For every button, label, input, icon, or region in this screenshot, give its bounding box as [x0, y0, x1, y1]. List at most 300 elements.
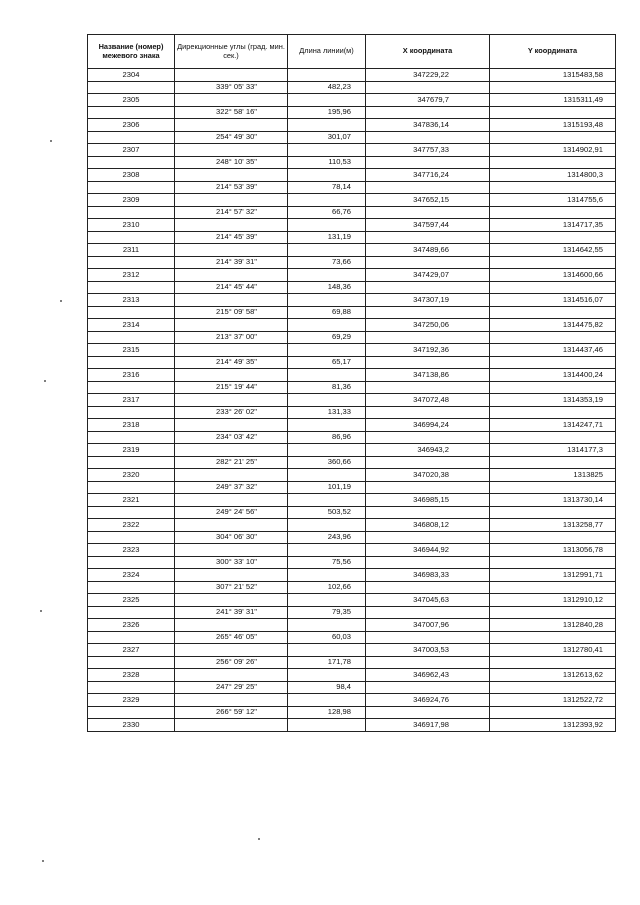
- y-coordinate: 1314177,3: [490, 444, 616, 457]
- empty-cell: [366, 631, 490, 644]
- empty-cell: [366, 331, 490, 344]
- empty-cell: [366, 406, 490, 419]
- y-coordinate: 1314437,46: [490, 344, 616, 357]
- mark-name: 2323: [88, 544, 175, 557]
- segment-row: [88, 556, 616, 569]
- empty-cell: [88, 581, 175, 594]
- empty-cell: [88, 331, 175, 344]
- x-coordinate: 347429,07: [366, 269, 490, 282]
- mark-name: 2326: [88, 619, 175, 632]
- mark-row: [88, 219, 616, 232]
- empty-cell: [366, 506, 490, 519]
- empty-cell: [175, 494, 288, 507]
- mark-name: 2306: [88, 119, 175, 132]
- y-coordinate: 1315193,48: [490, 119, 616, 132]
- empty-cell: [175, 694, 288, 707]
- empty-cell: [175, 144, 288, 157]
- x-coordinate: 347597,44: [366, 219, 490, 232]
- line-length: 148,36: [288, 281, 366, 294]
- line-length: 102,66: [288, 581, 366, 594]
- empty-cell: [490, 556, 616, 569]
- segment-row: [88, 456, 616, 469]
- empty-cell: [366, 656, 490, 669]
- empty-cell: [175, 344, 288, 357]
- empty-cell: [288, 94, 366, 107]
- line-length: 79,35: [288, 606, 366, 619]
- scan-speck: [60, 300, 62, 302]
- empty-cell: [490, 656, 616, 669]
- mark-row: [88, 619, 616, 632]
- line-length: 75,56: [288, 556, 366, 569]
- empty-cell: [366, 256, 490, 269]
- scan-speck: [258, 838, 260, 840]
- empty-cell: [366, 231, 490, 244]
- empty-cell: [366, 556, 490, 569]
- mark-name: 2304: [88, 69, 175, 82]
- x-coordinate: 346943,2: [366, 444, 490, 457]
- empty-cell: [88, 181, 175, 194]
- line-length: 128,98: [288, 706, 366, 719]
- mark-row: [88, 119, 616, 132]
- empty-cell: [175, 719, 288, 732]
- direction-angle: 234° 03' 42": [175, 431, 288, 444]
- segment-row: [88, 406, 616, 419]
- empty-cell: [175, 194, 288, 207]
- empty-cell: [366, 431, 490, 444]
- y-coordinate: 1312522,72: [490, 694, 616, 707]
- mark-name: 2307: [88, 144, 175, 157]
- empty-cell: [88, 156, 175, 169]
- empty-cell: [288, 219, 366, 232]
- empty-cell: [175, 444, 288, 457]
- segment-row: [88, 81, 616, 94]
- empty-cell: [490, 531, 616, 544]
- segment-row: [88, 581, 616, 594]
- segment-row: [88, 381, 616, 394]
- x-coordinate: 347679,7: [366, 94, 490, 107]
- segment-row: [88, 531, 616, 544]
- empty-cell: [175, 469, 288, 482]
- empty-cell: [88, 631, 175, 644]
- x-coordinate: 346924,76: [366, 694, 490, 707]
- empty-cell: [490, 681, 616, 694]
- empty-cell: [490, 481, 616, 494]
- empty-cell: [288, 519, 366, 532]
- empty-cell: [88, 381, 175, 394]
- empty-cell: [490, 706, 616, 719]
- line-length: 65,17: [288, 356, 366, 369]
- y-coordinate: 1312910,12: [490, 594, 616, 607]
- empty-cell: [175, 119, 288, 132]
- empty-cell: [490, 81, 616, 94]
- y-coordinate: 1314400,24: [490, 369, 616, 382]
- empty-cell: [288, 669, 366, 682]
- line-length: 78,14: [288, 181, 366, 194]
- direction-angle: 307° 21' 52": [175, 581, 288, 594]
- segment-row: [88, 656, 616, 669]
- segment-row: [88, 481, 616, 494]
- direction-angle: 248° 10' 35": [175, 156, 288, 169]
- y-coordinate: 1314600,66: [490, 269, 616, 282]
- empty-cell: [288, 619, 366, 632]
- empty-cell: [490, 456, 616, 469]
- empty-cell: [490, 156, 616, 169]
- x-coordinate: 346917,98: [366, 719, 490, 732]
- segment-row: [88, 131, 616, 144]
- mark-name: 2312: [88, 269, 175, 282]
- header-x-coordinate: X координата: [366, 35, 490, 69]
- x-coordinate: 346983,33: [366, 569, 490, 582]
- line-length: 98,4: [288, 681, 366, 694]
- empty-cell: [288, 719, 366, 732]
- empty-cell: [88, 306, 175, 319]
- direction-angle: 215° 09' 58": [175, 306, 288, 319]
- line-length: 171,78: [288, 656, 366, 669]
- empty-cell: [175, 619, 288, 632]
- line-length: 301,07: [288, 131, 366, 144]
- empty-cell: [366, 281, 490, 294]
- y-coordinate: 1312780,41: [490, 644, 616, 657]
- empty-cell: [366, 681, 490, 694]
- segment-row: [88, 706, 616, 719]
- mark-name: 2313: [88, 294, 175, 307]
- empty-cell: [366, 706, 490, 719]
- mark-row: [88, 519, 616, 532]
- y-coordinate: 1314516,07: [490, 294, 616, 307]
- segment-row: [88, 681, 616, 694]
- line-length: 503,52: [288, 506, 366, 519]
- mark-name: 2315: [88, 344, 175, 357]
- y-coordinate: 1314800,3: [490, 169, 616, 182]
- empty-cell: [175, 419, 288, 432]
- line-length: 101,19: [288, 481, 366, 494]
- empty-cell: [288, 369, 366, 382]
- mark-name: 2321: [88, 494, 175, 507]
- direction-angle: 282° 21' 25": [175, 456, 288, 469]
- empty-cell: [490, 606, 616, 619]
- mark-row: [88, 244, 616, 257]
- y-coordinate: 1312613,62: [490, 669, 616, 682]
- mark-name: 2314: [88, 319, 175, 332]
- y-coordinate: 1312840,28: [490, 619, 616, 632]
- mark-name: 2316: [88, 369, 175, 382]
- empty-cell: [88, 681, 175, 694]
- direction-angle: 322° 58' 16": [175, 106, 288, 119]
- empty-cell: [88, 206, 175, 219]
- direction-angle: 214° 45' 44": [175, 281, 288, 294]
- direction-angle: 249° 37' 32": [175, 481, 288, 494]
- direction-angle: 215° 19' 44": [175, 381, 288, 394]
- empty-cell: [175, 244, 288, 257]
- mark-name: 2328: [88, 669, 175, 682]
- x-coordinate: 347250,06: [366, 319, 490, 332]
- empty-cell: [175, 169, 288, 182]
- segment-row: [88, 256, 616, 269]
- mark-row: [88, 544, 616, 557]
- segment-row: [88, 181, 616, 194]
- y-coordinate: 1313730,14: [490, 494, 616, 507]
- mark-name: 2308: [88, 169, 175, 182]
- x-coordinate: 346962,43: [366, 669, 490, 682]
- empty-cell: [175, 594, 288, 607]
- mark-row: [88, 169, 616, 182]
- y-coordinate: 1315483,58: [490, 69, 616, 82]
- empty-cell: [366, 306, 490, 319]
- mark-row: [88, 719, 616, 732]
- empty-cell: [490, 256, 616, 269]
- y-coordinate: 1314902,91: [490, 144, 616, 157]
- boundary-marks-table: [87, 34, 616, 732]
- empty-cell: [490, 131, 616, 144]
- empty-cell: [490, 381, 616, 394]
- x-coordinate: 347716,24: [366, 169, 490, 182]
- x-coordinate: 347045,63: [366, 594, 490, 607]
- empty-cell: [288, 469, 366, 482]
- x-coordinate: 347652,15: [366, 194, 490, 207]
- segment-row: [88, 356, 616, 369]
- direction-angle: 214° 57' 32": [175, 206, 288, 219]
- empty-cell: [288, 394, 366, 407]
- y-coordinate: 1314755,6: [490, 194, 616, 207]
- mark-row: [88, 594, 616, 607]
- empty-cell: [288, 419, 366, 432]
- mark-row: [88, 319, 616, 332]
- direction-angle: 214° 39' 31": [175, 256, 288, 269]
- mark-row: [88, 469, 616, 482]
- line-length: 60,03: [288, 631, 366, 644]
- segment-row: [88, 631, 616, 644]
- x-coordinate: 347489,66: [366, 244, 490, 257]
- x-coordinate: 347229,22: [366, 69, 490, 82]
- empty-cell: [175, 669, 288, 682]
- empty-cell: [490, 406, 616, 419]
- scan-speck: [44, 380, 46, 382]
- x-coordinate: 347192,36: [366, 344, 490, 357]
- header-mark-name: Название (номер) межевого знака: [88, 35, 175, 69]
- empty-cell: [175, 394, 288, 407]
- mark-row: [88, 444, 616, 457]
- mark-name: 2322: [88, 519, 175, 532]
- empty-cell: [88, 531, 175, 544]
- empty-cell: [288, 569, 366, 582]
- mark-row: [88, 694, 616, 707]
- empty-cell: [288, 644, 366, 657]
- x-coordinate: 346808,12: [366, 519, 490, 532]
- empty-cell: [88, 131, 175, 144]
- scan-speck: [40, 610, 42, 612]
- empty-cell: [175, 219, 288, 232]
- empty-cell: [366, 581, 490, 594]
- empty-cell: [288, 294, 366, 307]
- mark-row: [88, 144, 616, 157]
- empty-cell: [288, 244, 366, 257]
- table-body: [88, 69, 616, 732]
- x-coordinate: 346944,92: [366, 544, 490, 557]
- direction-angle: 213° 37' 00": [175, 331, 288, 344]
- segment-row: [88, 281, 616, 294]
- mark-name: 2318: [88, 419, 175, 432]
- empty-cell: [490, 106, 616, 119]
- mark-row: [88, 669, 616, 682]
- header-y-coordinate: Y координата: [490, 35, 616, 69]
- empty-cell: [366, 156, 490, 169]
- mark-name: 2329: [88, 694, 175, 707]
- empty-cell: [490, 206, 616, 219]
- mark-name: 2305: [88, 94, 175, 107]
- empty-cell: [490, 231, 616, 244]
- direction-angle: 241° 39' 31": [175, 606, 288, 619]
- segment-row: [88, 231, 616, 244]
- header-direction-angle: Дирекционные углы (град. мин. сек.): [175, 35, 288, 69]
- mark-row: [88, 69, 616, 82]
- mark-row: [88, 194, 616, 207]
- mark-name: 2320: [88, 469, 175, 482]
- direction-angle: 254° 49' 30": [175, 131, 288, 144]
- empty-cell: [175, 294, 288, 307]
- line-length: 195,96: [288, 106, 366, 119]
- direction-angle: 339° 05' 33": [175, 81, 288, 94]
- y-coordinate: 1314247,71: [490, 419, 616, 432]
- mark-name: 2324: [88, 569, 175, 582]
- x-coordinate: 346994,24: [366, 419, 490, 432]
- line-length: 243,96: [288, 531, 366, 544]
- line-length: 66,76: [288, 206, 366, 219]
- mark-row: [88, 94, 616, 107]
- empty-cell: [175, 369, 288, 382]
- mark-name: 2310: [88, 219, 175, 232]
- line-length: 110,53: [288, 156, 366, 169]
- empty-cell: [88, 556, 175, 569]
- empty-cell: [88, 706, 175, 719]
- empty-cell: [175, 544, 288, 557]
- empty-cell: [288, 269, 366, 282]
- empty-cell: [288, 144, 366, 157]
- empty-cell: [88, 356, 175, 369]
- direction-angle: 249° 24' 56": [175, 506, 288, 519]
- empty-cell: [88, 431, 175, 444]
- empty-cell: [288, 169, 366, 182]
- empty-cell: [366, 456, 490, 469]
- mark-name: 2319: [88, 444, 175, 457]
- empty-cell: [288, 694, 366, 707]
- empty-cell: [366, 106, 490, 119]
- empty-cell: [490, 281, 616, 294]
- segment-row: [88, 306, 616, 319]
- empty-cell: [490, 356, 616, 369]
- empty-cell: [288, 194, 366, 207]
- empty-cell: [175, 269, 288, 282]
- mark-row: [88, 269, 616, 282]
- empty-cell: [366, 206, 490, 219]
- direction-angle: 265° 46' 05": [175, 631, 288, 644]
- mark-row: [88, 294, 616, 307]
- header-line-length: Длина линии(м): [288, 35, 366, 69]
- empty-cell: [366, 481, 490, 494]
- x-coordinate: 347072,48: [366, 394, 490, 407]
- empty-cell: [88, 406, 175, 419]
- x-coordinate: 347836,14: [366, 119, 490, 132]
- empty-cell: [175, 69, 288, 82]
- empty-cell: [175, 519, 288, 532]
- mark-row: [88, 369, 616, 382]
- empty-cell: [288, 319, 366, 332]
- line-length: 69,88: [288, 306, 366, 319]
- segment-row: [88, 506, 616, 519]
- empty-cell: [366, 381, 490, 394]
- y-coordinate: 1313258,77: [490, 519, 616, 532]
- empty-cell: [88, 106, 175, 119]
- empty-cell: [88, 281, 175, 294]
- empty-cell: [288, 69, 366, 82]
- y-coordinate: 1314353,19: [490, 394, 616, 407]
- direction-angle: 266° 59' 12": [175, 706, 288, 719]
- table-header-row: [88, 35, 616, 69]
- direction-angle: 256° 09' 26": [175, 656, 288, 669]
- empty-cell: [88, 481, 175, 494]
- mark-name: 2325: [88, 594, 175, 607]
- x-coordinate: 347007,96: [366, 619, 490, 632]
- mark-name: 2311: [88, 244, 175, 257]
- empty-cell: [88, 81, 175, 94]
- empty-cell: [366, 181, 490, 194]
- empty-cell: [88, 256, 175, 269]
- segment-row: [88, 156, 616, 169]
- mark-row: [88, 394, 616, 407]
- empty-cell: [88, 606, 175, 619]
- y-coordinate: 1312393,92: [490, 719, 616, 732]
- direction-angle: 304° 06' 30": [175, 531, 288, 544]
- mark-name: 2317: [88, 394, 175, 407]
- segment-row: [88, 606, 616, 619]
- empty-cell: [288, 444, 366, 457]
- empty-cell: [490, 181, 616, 194]
- empty-cell: [366, 81, 490, 94]
- segment-row: [88, 106, 616, 119]
- x-coordinate: 347138,86: [366, 369, 490, 382]
- mark-name: 2327: [88, 644, 175, 657]
- direction-angle: 233° 26' 02": [175, 406, 288, 419]
- direction-angle: 214° 49' 35": [175, 356, 288, 369]
- y-coordinate: 1315311,49: [490, 94, 616, 107]
- direction-angle: 214° 53' 39": [175, 181, 288, 194]
- y-coordinate: 1313056,78: [490, 544, 616, 557]
- line-length: 86,96: [288, 431, 366, 444]
- direction-angle: 300° 33' 10": [175, 556, 288, 569]
- scan-speck: [42, 860, 44, 862]
- empty-cell: [175, 569, 288, 582]
- x-coordinate: 347757,33: [366, 144, 490, 157]
- mark-row: [88, 344, 616, 357]
- empty-cell: [88, 231, 175, 244]
- y-coordinate: 1314475,82: [490, 319, 616, 332]
- segment-row: [88, 431, 616, 444]
- empty-cell: [288, 119, 366, 132]
- x-coordinate: 347307,19: [366, 294, 490, 307]
- empty-cell: [175, 94, 288, 107]
- mark-name: 2330: [88, 719, 175, 732]
- line-length: 360,66: [288, 456, 366, 469]
- x-coordinate: 347020,38: [366, 469, 490, 482]
- empty-cell: [490, 431, 616, 444]
- x-coordinate: 346985,15: [366, 494, 490, 507]
- line-length: 131,33: [288, 406, 366, 419]
- empty-cell: [490, 631, 616, 644]
- mark-row: [88, 494, 616, 507]
- segment-row: [88, 206, 616, 219]
- empty-cell: [288, 544, 366, 557]
- empty-cell: [175, 319, 288, 332]
- line-length: 131,19: [288, 231, 366, 244]
